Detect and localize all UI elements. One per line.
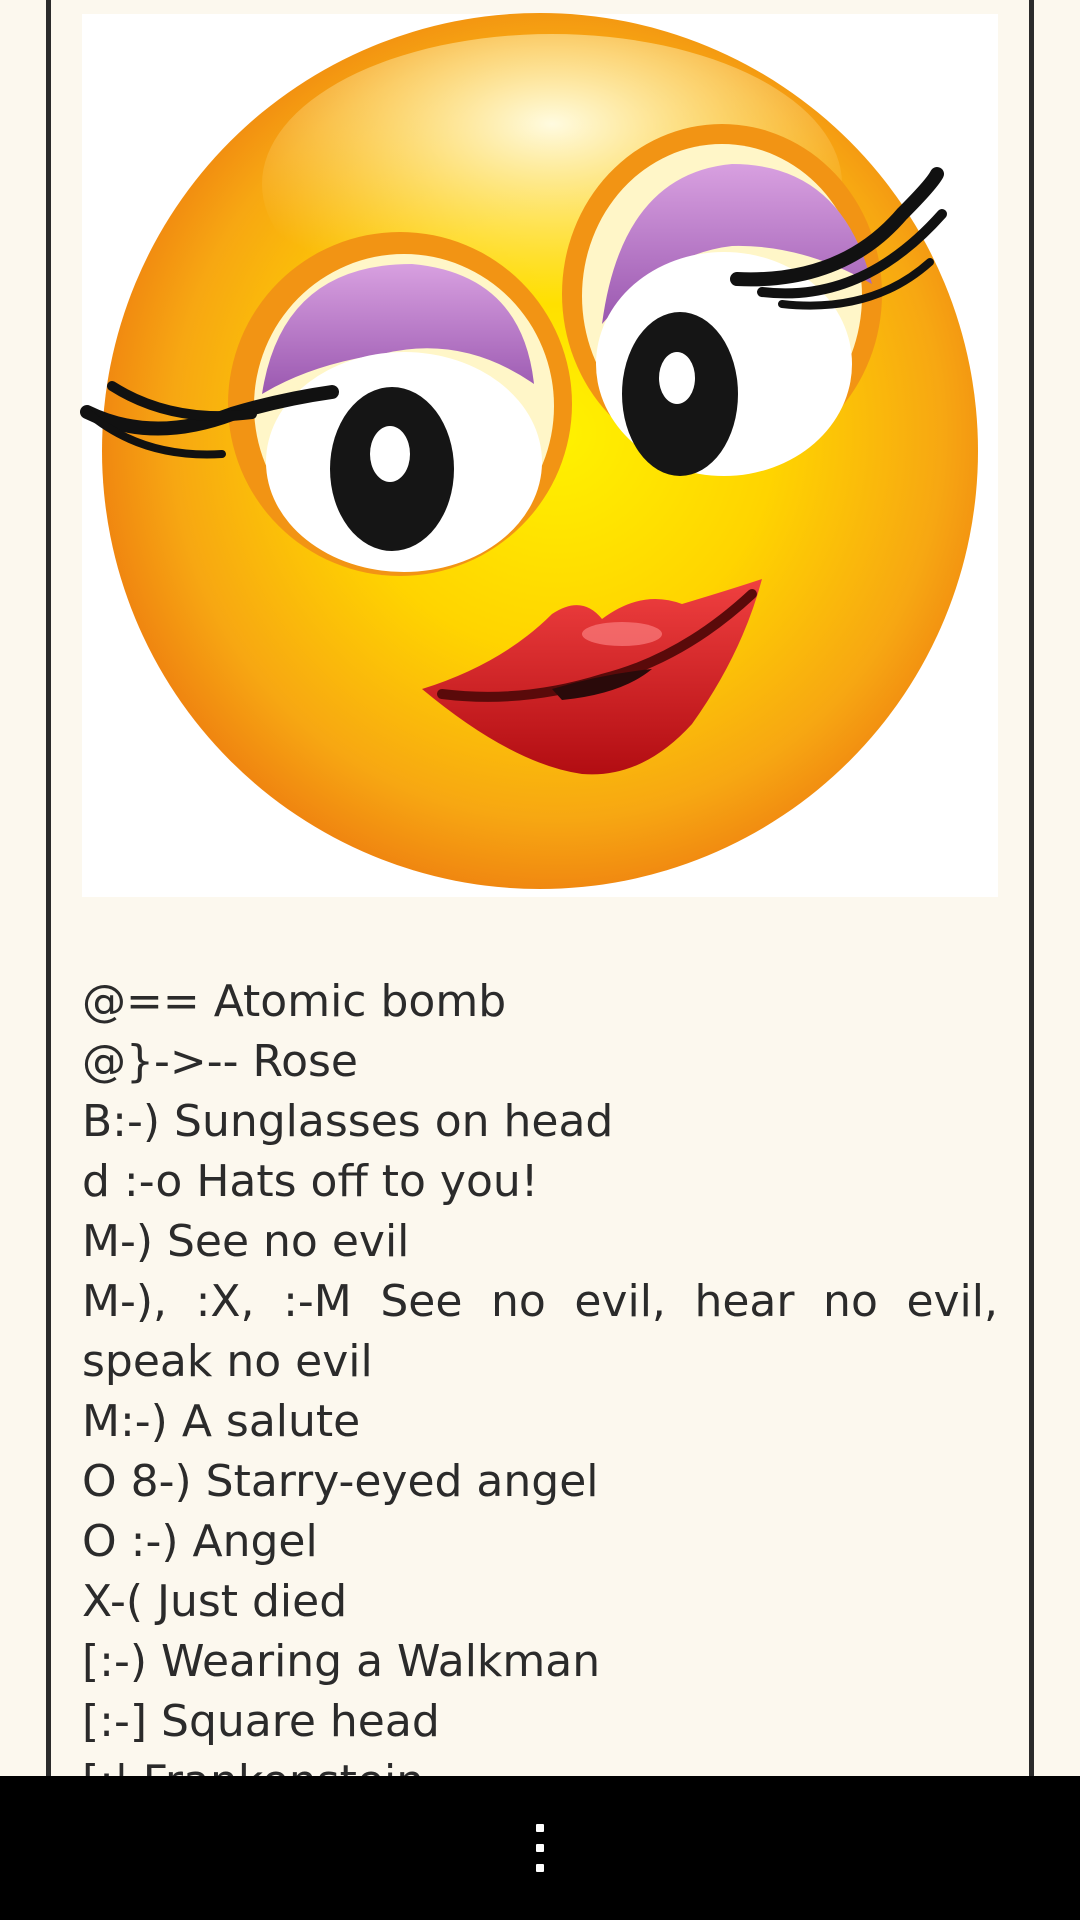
list-item: X-( Just died bbox=[82, 1576, 348, 1627]
list-item: B:-) Sunglasses on head bbox=[82, 1096, 614, 1147]
list-item: M-), :X, :-M See no evil, hear no evil, speak no evil bbox=[82, 1276, 998, 1387]
list-item: O :-) Angel bbox=[82, 1516, 318, 1567]
list-item: @== Atomic bomb bbox=[82, 976, 507, 1027]
list-item: M-) See no evil bbox=[82, 1216, 410, 1267]
emoticon-image bbox=[82, 14, 998, 897]
list-item: @}->-- Rose bbox=[82, 1036, 358, 1087]
emoticon-list bbox=[82, 972, 998, 1812]
list-item: M:-) A salute bbox=[82, 1396, 361, 1447]
list-item: O 8-) Starry-eyed angel bbox=[82, 1456, 599, 1507]
list-item: [:-] Square head bbox=[82, 1696, 440, 1747]
article-content[interactable] bbox=[82, 0, 998, 1776]
content-border-left bbox=[46, 0, 51, 1776]
list-item: d :-o Hats off to you! bbox=[82, 1156, 539, 1207]
overflow-menu-icon[interactable] bbox=[520, 1806, 560, 1890]
system-navigation-bar bbox=[0, 1776, 1080, 1920]
list-item: [:-) Wearing a Walkman bbox=[82, 1636, 601, 1687]
smiley-woman-illustration bbox=[82, 14, 998, 897]
content-border-right bbox=[1029, 0, 1034, 1776]
